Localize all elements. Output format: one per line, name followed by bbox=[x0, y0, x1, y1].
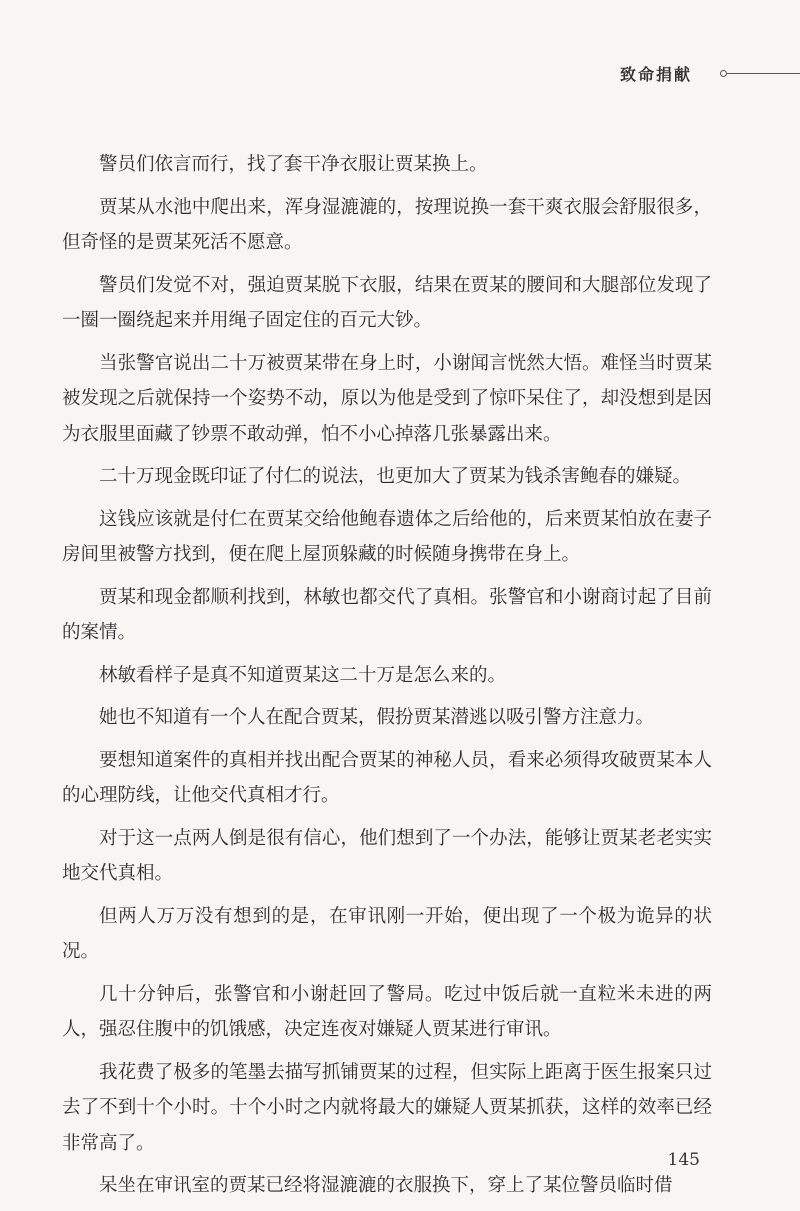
paragraph: 二十万现金既印证了付仁的说法，也更加大了贾某为钱杀害鲍春的嫌疑。 bbox=[99, 466, 692, 487]
paragraph: 但两人万万没有想到的是，在审讯刚一开始，便出现了一个极为诡异的状况。 bbox=[62, 905, 712, 962]
paragraph: 贾某从水池中爬出来，浑身湿漉漉的，按理说换一套干爽衣服会舒服很多，但奇怪的是贾某死活不愿意。 bbox=[62, 196, 712, 253]
paragraph: 她也不知道有一个人在配合贾某，假扮贾某潜逃以吸引警方注意力。 bbox=[99, 707, 655, 728]
header-ornament-circle bbox=[720, 70, 727, 77]
paragraph: 要想知道案件的真相并找出配合贾某的神秘人员，看来必须得攻破贾某本人的心理防线，让他交代真相才行。 bbox=[62, 749, 712, 806]
paragraph: 警员们依言而行，找了套干净衣服让贾某换上。 bbox=[99, 154, 488, 175]
running-header-title: 致命捐献 bbox=[620, 65, 693, 84]
paragraph: 这钱应该就是付仁在贾某交给他鲍春遗体之后给他的，后来贾某怕放在妻子房间里被警方找到，便在爬上屋顶躲藏的时候随身携带在身上。 bbox=[62, 508, 712, 565]
paragraph: 当张警官说出二十万被贾某带在身上时，小谢闻言恍然大悟。难怪当时贾某被发现之后就保持一个姿势不动，原以为他是受到了惊吓呆住了，却没想到是因为衣服里面藏了钞票不敢动弹，怕不小心掉落几张暴露出来。 bbox=[62, 352, 712, 445]
paragraph: 贾某和现金都顺利找到，林敏也都交代了真相。张警官和小谢商讨起了目前的案情。 bbox=[62, 586, 712, 643]
paragraph: 我花费了极多的笔墨去描写抓铺贾某的过程，但实际上距离于医生报案只过去了不到十个小时。十个小时之内就将最大的嫌疑人贾某抓获，这样的效率已经非常高了。 bbox=[62, 1061, 712, 1154]
paragraph: 林敏看样子是真不知道贾某这二十万是怎么来的。 bbox=[99, 664, 507, 686]
paragraph: 对于这一点两人倒是很有信心，他们想到了一个办法，能够让贾某老老实实地交代真相。 bbox=[62, 827, 712, 884]
paragraph: 呆坐在审讯室的贾某已经将湿漉漉的衣服换下，穿上了某位警员临时借 bbox=[99, 1175, 673, 1196]
header-rule bbox=[727, 73, 800, 74]
paragraph: 几十分钟后，张警官和小谢赶回了警局。吃过中饭后就一直粒米未进的两人，强忍住腹中的饥饿感，决定连夜对嫌疑人贾某进行审讯。 bbox=[62, 983, 712, 1040]
page-number: 145 bbox=[667, 1150, 700, 1170]
paragraph: 警员们发觉不对，强迫贾某脱下衣服，结果在贾某的腰间和大腿部位发现了一圈一圈绕起来并用绳子固定住的百元大钞。 bbox=[62, 274, 712, 331]
body-text bbox=[62, 147, 712, 1211]
running-header bbox=[620, 62, 800, 86]
